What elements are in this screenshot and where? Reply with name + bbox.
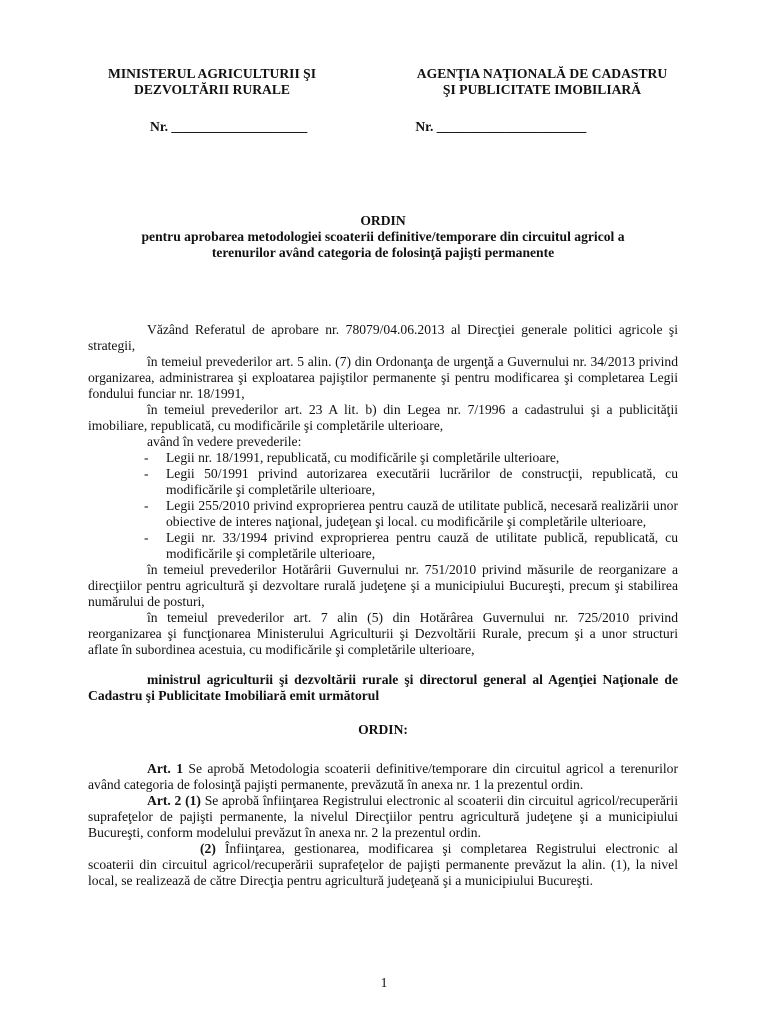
preamble-paragraph: în temeiul prevederilor art. 5 alin. (7) din Ordonanţa de urgenţă a Guvernului nr. 34/2013 privind organizarea, administrarea şi exploatarea pajiştilor permanente şi pentru modificarea şi completarea Legii fondului funciar nr. 18/1991, — [88, 354, 678, 401]
law-list-text: Legii 50/1991 privind autorizarea executării lucrărilor de construcţii, republicată, cu modificările şi completările ulterioare, — [166, 466, 678, 497]
registration-numbers — [88, 119, 678, 135]
document-body — [88, 322, 678, 889]
agency-line-1: AGENŢIA NAŢIONALĂ DE CADASTRU — [416, 66, 668, 81]
article-1 — [88, 761, 678, 793]
order-subject-line-1: pentru aprobarea metodologiei scoaterii definitive/temporare din circuitul agricol a — [141, 229, 625, 244]
ministry-line-2: DEZVOLTĂRII RURALE — [134, 82, 290, 97]
document-page — [88, 66, 678, 889]
law-list-text: Legii nr. 33/1994 privind exproprierea pentru cauză de utilitate publică, republicată, cu modificările şi completările ulterioare, — [166, 530, 678, 561]
article-2-alin-1-text: Se aprobă înfiinţarea Registrului electronic al scoaterii din circuitul agricol/recuperării suprafeţelor de pajişti permanente, la nivelul Direcţiilor pentru agricultură judeţene şi a municipiului Bucureşti, conform modelului prevăzut în anexa nr. 2 la prezentul ordin. — [88, 793, 678, 840]
ministry-heading — [92, 66, 332, 98]
law-list-item — [88, 530, 678, 562]
preamble-paragraph: în temeiul prevederilor Hotărârii Guvernului nr. 751/2010 privind măsurile de reorganizare a direcţiilor pentru agricultură şi dezvoltare rurală judeţene şi a municipiului Bucureşti, precum şi stabilirea numărului de posturi, — [88, 562, 678, 609]
article-2-alin-2-label: (2) — [200, 841, 216, 856]
ministry-number-field: Nr. ____________________ — [150, 119, 308, 134]
dash-bullet: - — [144, 450, 149, 465]
order-title — [88, 213, 678, 261]
agency-number-field: Nr. ______________________ — [415, 119, 587, 134]
article-1-text: Se aprobă Metodologia scoaterii definitive/temporare din circuitul agricol a terenurilor având categoria de folosinţă pajişti permanente, prevăzută în anexa nr. 1 la prezentul ordin. — [88, 761, 678, 792]
law-list-text: Legii nr. 18/1991, republicată, cu modificările şi completările ulterioare, — [166, 450, 560, 465]
article-2-alin-2-text: Înfiinţarea, gestionarea, modificarea şi completarea Registrului electronic al scoaterii din circuitul agricol/recuperării suprafeţelor de pajişti permanente prevăzut la alin. (1), la nivel local, se realizează de către Direcţia pentru agricultură judeţeană şi a municipiului Bucureşti. — [88, 841, 678, 888]
preamble-paragraph: în temeiul prevederilor art. 7 alin (5) din Hotărârea Guvernului nr. 725/2010 privind reorganizarea şi funcţionarea Ministerului Agriculturii şi Dezvoltării Rurale, precum şi a unor structuri aflate în subordinea acestuia, cu modificările şi completările ulterioare, — [88, 610, 678, 657]
order-section-heading: ORDIN: — [358, 722, 408, 737]
document-header — [88, 66, 678, 98]
law-list-item — [88, 498, 678, 530]
dash-bullet: - — [144, 466, 149, 481]
article-1-label: Art. 1 — [147, 761, 183, 776]
preamble-paragraph: în temeiul prevederilor art. 23 A lit. b) din Legea nr. 7/1996 a cadastrului şi a publicităţii imobiliare, republicată, cu modificările şi completările ulterioare, — [88, 402, 678, 433]
preamble-paragraph: având în vedere prevederile: — [147, 434, 302, 449]
dash-bullet: - — [144, 530, 149, 545]
ministry-line-1: MINISTERUL AGRICULTURII ŞI — [107, 66, 316, 81]
law-list-item — [88, 466, 678, 498]
agency-line-2: ŞI PUBLICITATE IMOBILIARĂ — [442, 82, 642, 97]
law-list-item — [88, 450, 678, 466]
articles — [88, 761, 678, 889]
article-2-paragraph-1 — [88, 793, 678, 841]
preamble-paragraph: Văzând Referatul de aprobare nr. 78079/04.06.2013 al Direcţiei generale politici agricole şi strategii, — [88, 322, 678, 353]
agency-heading — [404, 66, 680, 98]
order-heading: ORDIN — [360, 213, 406, 228]
page-number: 1 — [380, 975, 388, 990]
article-2-label: Art. 2 — [147, 793, 182, 808]
issuing-authorities: ministrul agriculturii şi dezvoltării rurale şi directorul general al Agenţiei Naţionale de Cadastru şi Publicitate Imobiliară emit următorul — [88, 672, 678, 703]
order-subject-line-2: terenurilor având categoria de folosinţă pajişti permanente — [211, 245, 555, 260]
dash-bullet: - — [144, 498, 149, 513]
law-list-text: Legii 255/2010 privind exproprierea pentru cauză de utilitate publică, necesară realizării unor obiective de interes naţional, judeţean şi local. cu modificările şi completările ulterioare, — [166, 498, 678, 529]
article-2-alin-1-label: (1) — [181, 793, 201, 808]
article-2-paragraph-2 — [88, 841, 678, 889]
